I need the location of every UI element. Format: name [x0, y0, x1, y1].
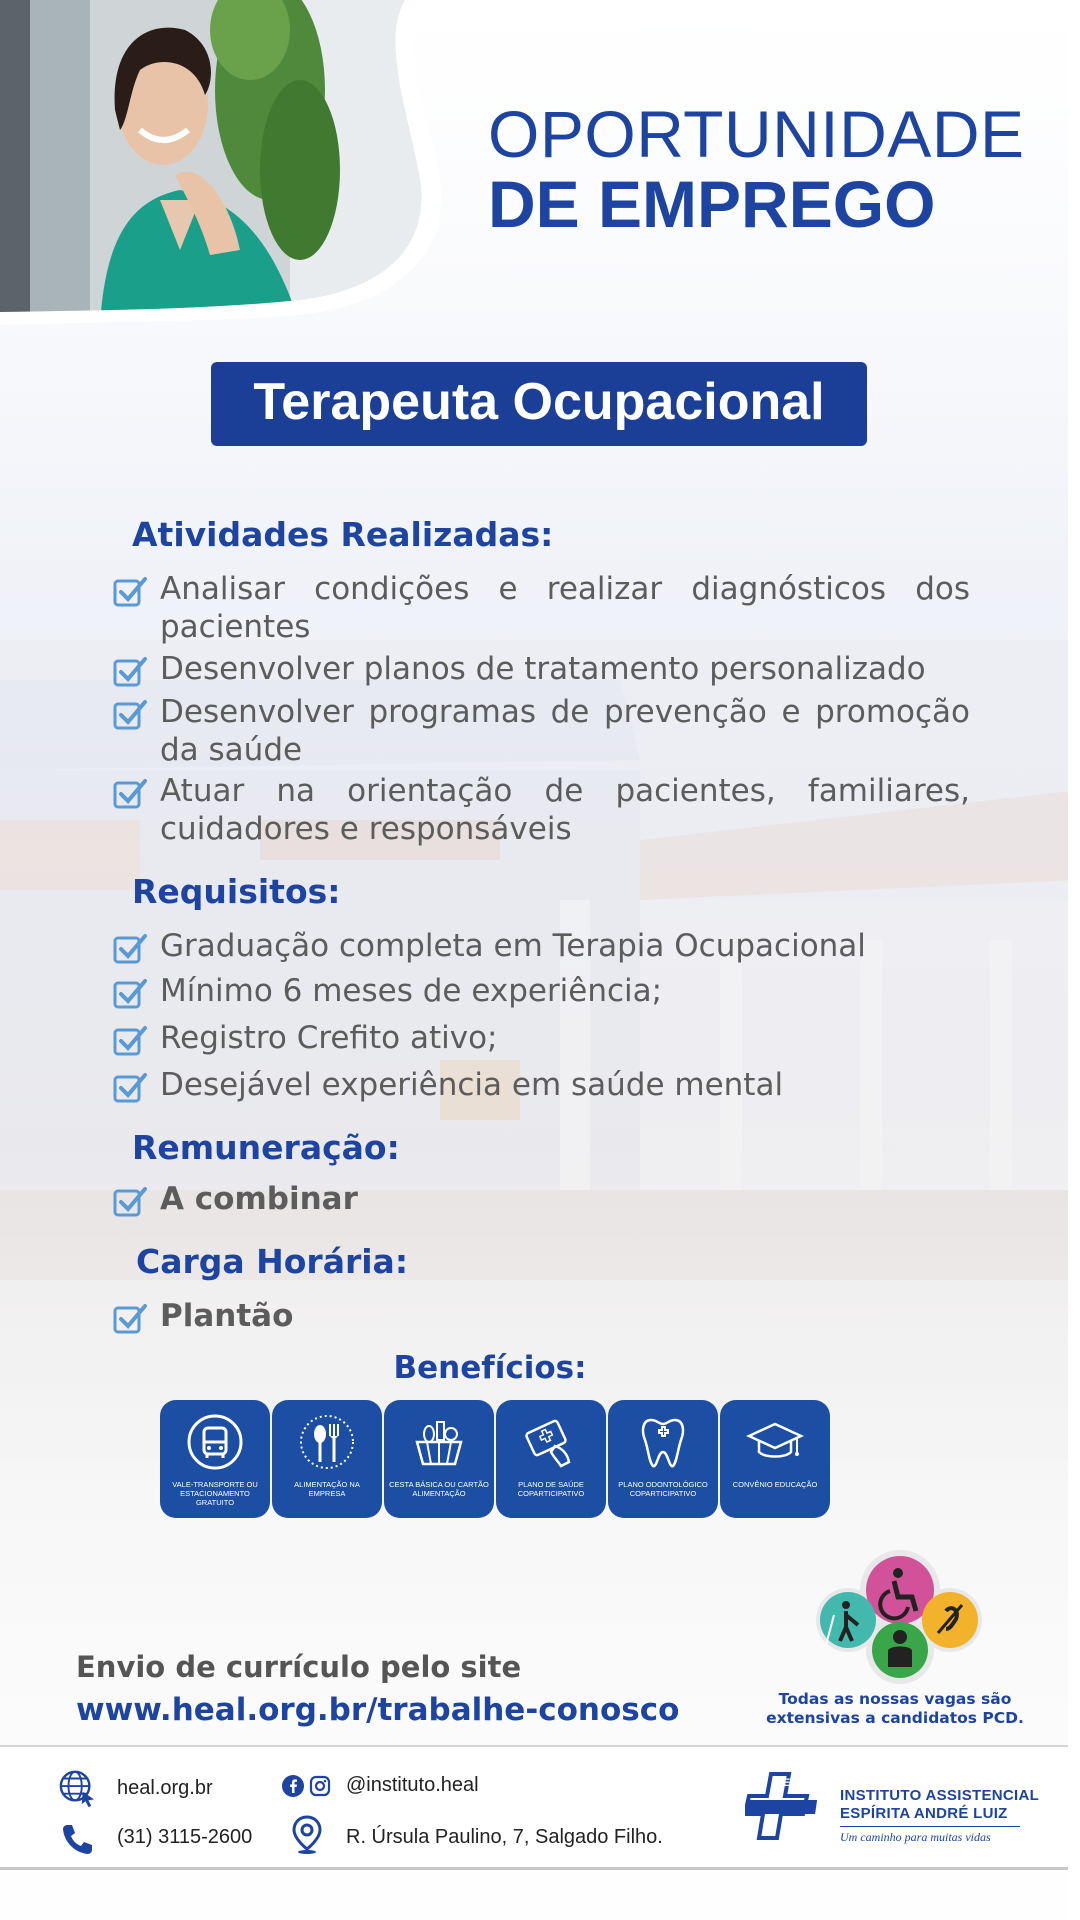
facebook-icon[interactable] [282, 1775, 304, 1797]
benefit-label: ALIMENTAÇÃO NA EMPRESA [294, 1480, 360, 1498]
org-tagline: Um caminho para muitas vidas [840, 1830, 991, 1844]
checkbox-icon [112, 1070, 148, 1106]
phone-icon [60, 1822, 94, 1856]
section-title-requisitos: Requisitos: [132, 872, 341, 911]
globe-icon [58, 1769, 96, 1807]
checkbox-icon [112, 574, 148, 610]
title-line-2: DE EMPREGO [488, 167, 936, 241]
instagram-icon[interactable] [309, 1775, 331, 1797]
list-item [112, 772, 970, 848]
heal-logo-mark: HEAL [775, 1777, 805, 1789]
list-item [112, 927, 970, 965]
checkbox-icon [112, 1023, 148, 1059]
health-card-icon [521, 1412, 581, 1472]
benefit-label: CESTA BÁSICA OU CARTÃO ALIMENTAÇÃO [389, 1480, 489, 1498]
checkbox-icon [112, 931, 148, 967]
location-pin-icon [290, 1815, 324, 1855]
list-item-text: Analisar condições e realizar diagnósticos dos pacientes [160, 571, 970, 645]
checkbox-icon [112, 776, 148, 812]
tooth-icon [633, 1412, 693, 1472]
footer-address: R. Úrsula Paulino, 7, Salgado Filho. [346, 1826, 663, 1848]
org-name-line2: ESPÍRITA ANDRÉ LUIZ [840, 1805, 1008, 1822]
benefit-card-educacao [720, 1400, 830, 1518]
bus-icon [185, 1412, 245, 1472]
list-item [112, 570, 970, 646]
list-item [112, 1066, 970, 1104]
benefit-card-alimentacao [272, 1400, 382, 1518]
section-title-atividades: Atividades Realizadas: [132, 515, 554, 554]
list-item-text: Mínimo 6 meses de experiência; [160, 973, 663, 1009]
footer-website[interactable]: heal.org.br [117, 1777, 213, 1799]
pcd-notice-line1: Todas as nossas vagas são [778, 1690, 1012, 1708]
title-line-1: OPORTUNIDADE [488, 97, 1025, 171]
careers-link[interactable]: www.heal.org.br/trabalhe-conosco [76, 1692, 680, 1728]
list-item-text: Registro Crefito ativo; [160, 1020, 498, 1056]
nurse-photo [0, 0, 460, 325]
list-item [112, 1019, 970, 1057]
checkbox-icon [112, 1184, 148, 1220]
footer [0, 1745, 1068, 1870]
checkbox-icon [112, 976, 148, 1012]
food-basket-icon [409, 1412, 469, 1472]
benefit-label: PLANO ODONTOLÓGICO COPARTICIPATIVO [618, 1480, 708, 1498]
list-item [112, 972, 970, 1010]
list-item-text: A combinar [160, 1181, 358, 1217]
benefit-card-cesta [384, 1400, 494, 1518]
list-item-text: Plantão [160, 1298, 294, 1334]
graduation-cap-icon [745, 1412, 805, 1472]
checkbox-icon [112, 654, 148, 690]
footer-phone[interactable]: (31) 3115-2600 [117, 1826, 253, 1848]
job-title-banner: Terapeuta Ocupacional [211, 362, 867, 446]
pcd-notice [760, 1690, 1030, 1728]
list-item-text: Graduação completa em Terapia Ocupacional [160, 928, 866, 964]
logo-divider [840, 1826, 1020, 1827]
benefit-card-odontologico [608, 1400, 718, 1518]
benefit-label: CONVÊNIO EDUCAÇÃO [732, 1480, 818, 1489]
section-title-beneficios: Benefícios: [393, 1350, 587, 1386]
benefit-label: VALE-TRANSPORTE OU ESTACIONAMENTO GRATUITO [172, 1480, 258, 1507]
checkbox-icon [112, 1301, 148, 1337]
benefit-card-transporte [160, 1400, 270, 1518]
list-item [112, 650, 970, 688]
pcd-notice-line2: extensivas a candidatos PCD. [766, 1709, 1024, 1727]
pcd-accessibility-icon [800, 1545, 1000, 1685]
list-item-text: Desenvolver programas de prevenção e promoção da saúde [160, 694, 970, 768]
list-item-text: Desenvolver planos de tratamento personalizado [160, 651, 926, 687]
envio-label: Envio de currículo pelo site [76, 1650, 522, 1684]
list-item [112, 1180, 970, 1218]
cutlery-icon [297, 1412, 357, 1472]
list-item [112, 1297, 970, 1335]
org-name-line1: INSTITUTO ASSISTENCIAL [840, 1787, 1040, 1804]
right-edge [1068, 0, 1080, 1920]
footer-social-handle[interactable]: @instituto.heal [346, 1774, 479, 1796]
list-item [112, 693, 970, 769]
section-title-carga-horaria: Carga Horária: [136, 1242, 409, 1281]
checkbox-icon [112, 697, 148, 733]
benefit-card-plano-saude [496, 1400, 606, 1518]
list-item-text: Desejável experiência em saúde mental [160, 1067, 784, 1103]
benefits-row [160, 1400, 830, 1518]
benefit-label: PLANO DE SAÚDE COPARTICIPATIVO [517, 1480, 585, 1498]
section-title-remuneracao: Remuneração: [132, 1128, 400, 1167]
list-item-text: Atuar na orientação de pacientes, familiares, cuidadores e responsáveis [160, 773, 970, 847]
